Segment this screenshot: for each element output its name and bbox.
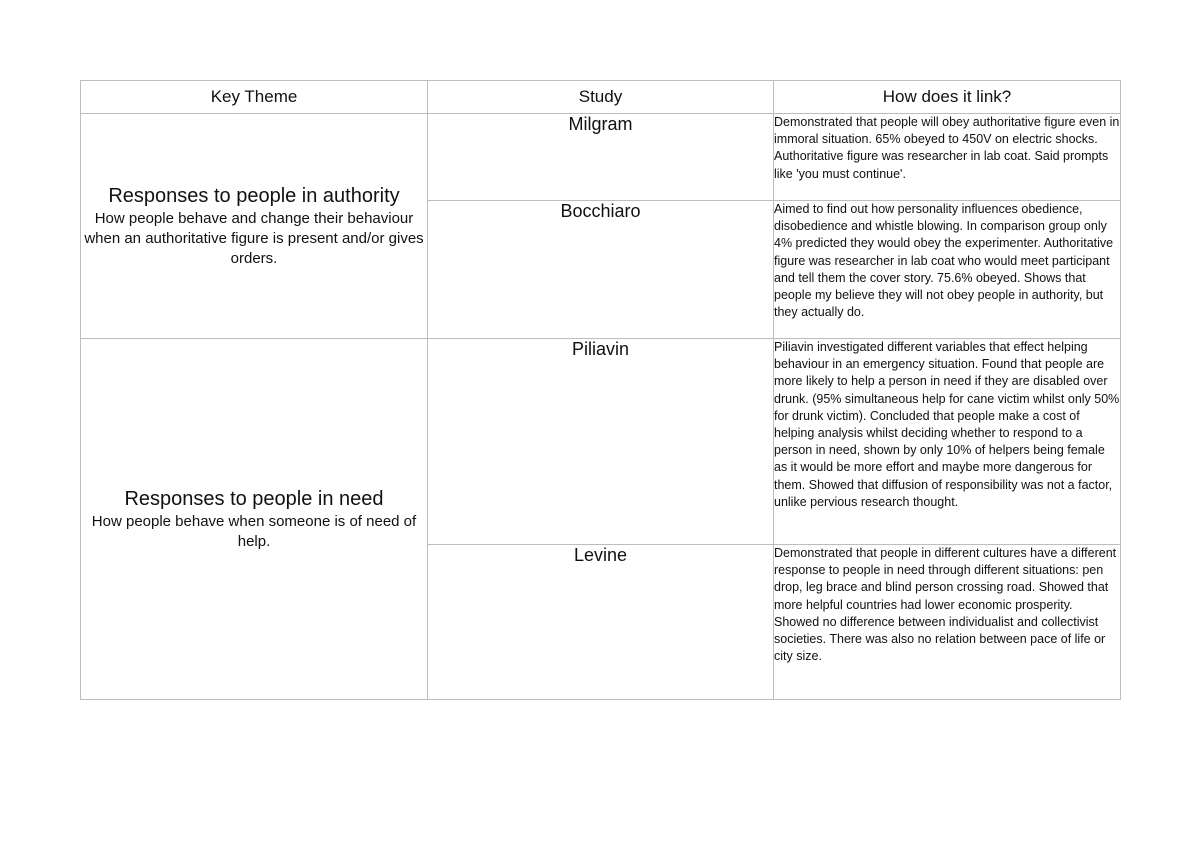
study-link-text: Aimed to find out how personality influences obedience, disobedience and whistle blowing. In comparison group only 4% predicted they would obey the experimenter. Authoritative figure was researcher in lab coat who would meet participant and tell them the cover story. 75.6% obeyed. Shows that people my believe they will not obey people in authority, but they actually do.	[774, 201, 1121, 339]
theme-description: How people behave and change their behaviour when an authoritative figure is present and/or gives orders.	[84, 210, 424, 267]
header-study: Study	[428, 81, 774, 114]
themes-table	[80, 80, 1121, 700]
table-row	[81, 114, 1121, 201]
study-name: Bocchiaro	[428, 201, 774, 339]
theme-cell-authority	[81, 114, 428, 339]
study-name: Piliavin	[428, 339, 774, 545]
theme-cell-need	[81, 339, 428, 700]
study-link-text: Piliavin investigated different variables that effect helping behaviour in an emergency situation. Found that people are more likely to help a person in need if they are disabled over drunk. (95% simultaneous help for cane victim whilst only 50% for drunk victim). Concluded that people make a cost of helping analysis whilst deciding whether to respond to a person in need, shown by only 10% of helpers being female as it would be more effort and maybe more dangerous for them. Showed that diffusion of responsibility was not a factor, unlike pervious research thought.	[774, 339, 1121, 545]
theme-title: Responses to people in authority	[108, 185, 400, 207]
study-name: Levine	[428, 545, 774, 700]
study-name: Milgram	[428, 114, 774, 201]
header-key-theme: Key Theme	[81, 81, 428, 114]
theme-title: Responses to people in need	[124, 488, 384, 510]
study-link-text: Demonstrated that people will obey authoritative figure even in immoral situation. 65% obeyed to 450V on electric shocks. Authoritative figure was researcher in lab coat. Said prompts like 'you must continue'.	[774, 114, 1121, 201]
header-how-does-it-link: How does it link?	[774, 81, 1121, 114]
header-row	[81, 81, 1121, 114]
table-row	[81, 339, 1121, 545]
study-link-text: Demonstrated that people in different cultures have a different response to people in need through different situations: pen drop, leg brace and blind person crossing road. Showed that more helpful countries had lower economic prosperity. Showed no difference between individualist and collectivist societies. There was also no relation between pace of life or city size.	[774, 545, 1121, 700]
theme-description: How people behave when someone is of need of help.	[91, 513, 417, 550]
